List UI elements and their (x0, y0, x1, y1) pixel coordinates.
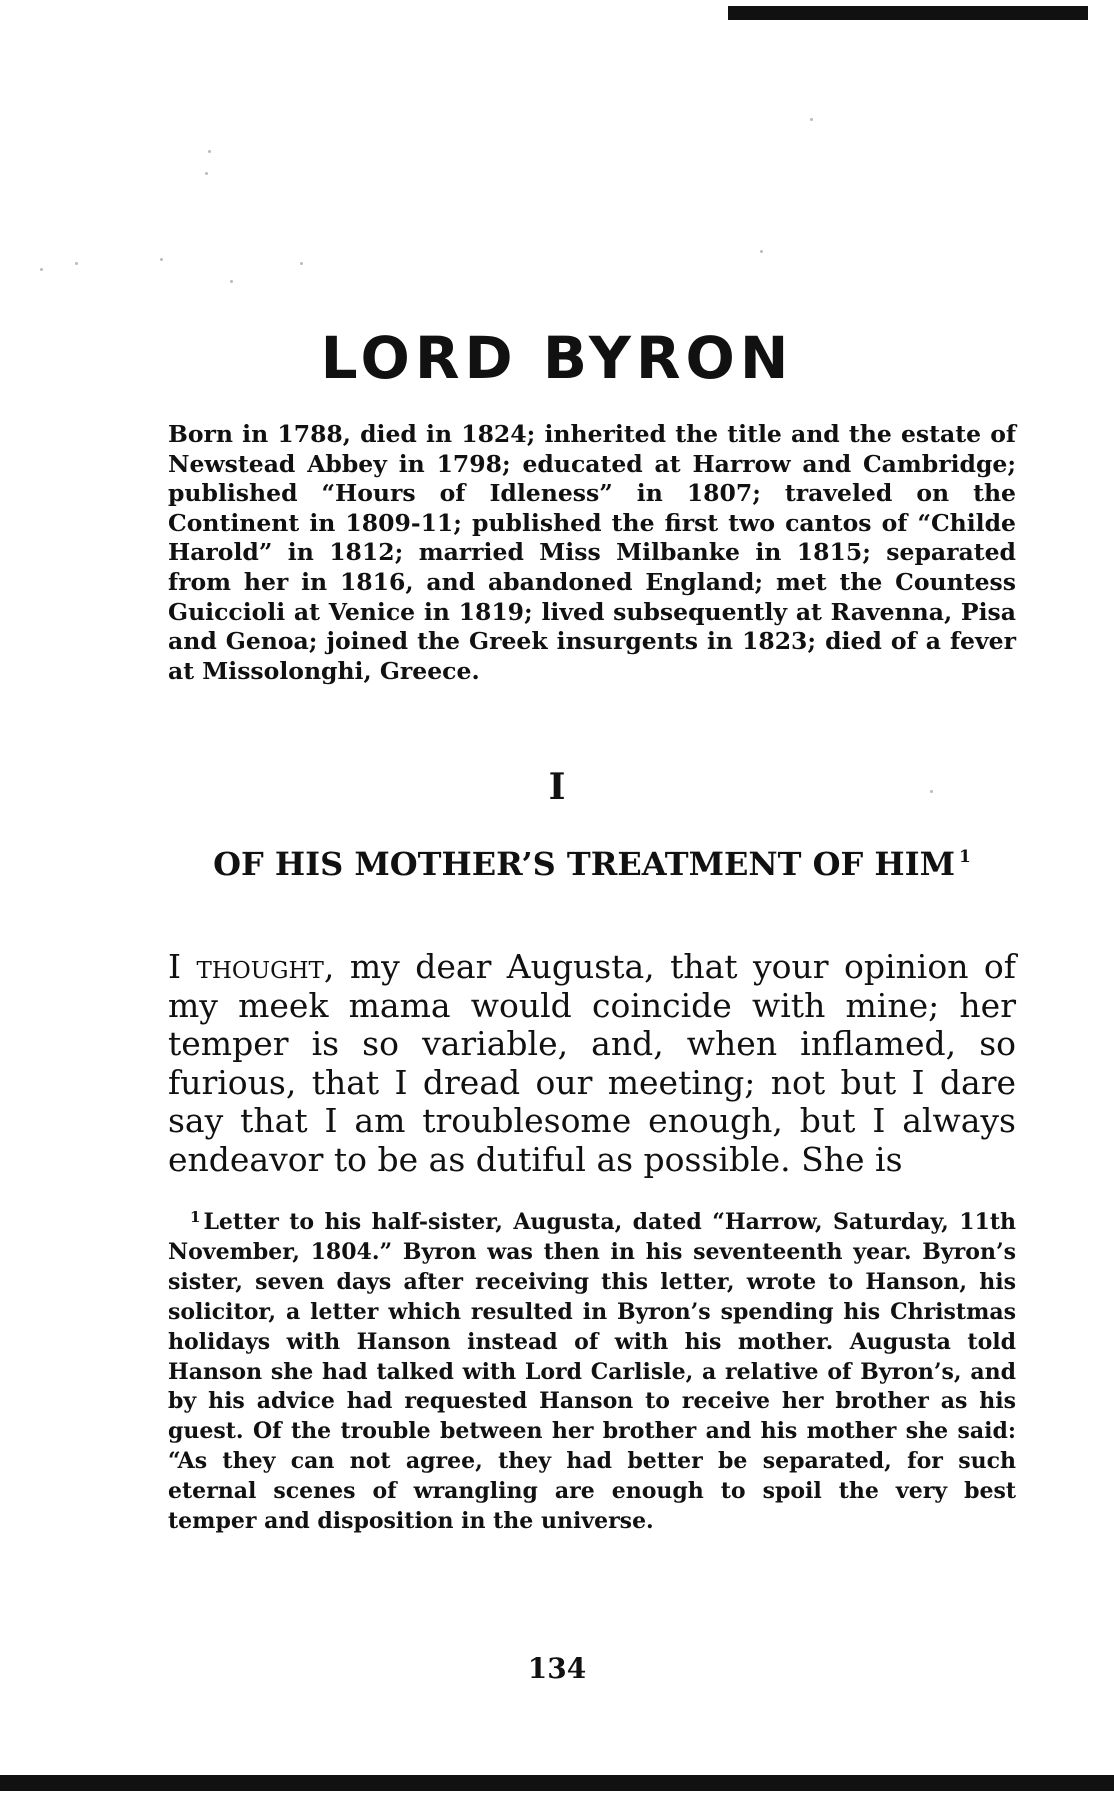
paper-speck (760, 250, 763, 253)
footnote (168, 1203, 1016, 1537)
footnote-text: Letter to his half-sister, Augusta, dated “Harrow, Saturday, 11th November, 1804.” Byron was then in his seventeenth year. Byron’s sister, seven days after receiving this letter, wrote to Hanson, his solicitor, a letter which resulted in Byron’s spending his Christmas holidays with Hanson instead of with his mother. Augusta told Hanson she had talked with Lord Carlisle, a relative of Byron’s, and by his advice had requested Hanson to receive her brother as his guest. Of the trouble between her brother and his mother she said: “As they can not agree, they had better be separated, for such eternal scenes of wrangling are enough to spoil the very best temper and disposition in the universe. (168, 1209, 1016, 1535)
opening-words: I thought, (168, 947, 335, 986)
letter-body (168, 948, 1016, 1179)
paper-speck (300, 262, 303, 265)
page-title: LORD BYRON (320, 324, 794, 392)
bottom-rule (0, 1775, 1114, 1791)
section-title-text: OF HIS MOTHER’S TREATMENT OF HIM (213, 845, 955, 883)
paper-speck (208, 150, 211, 153)
page-number: 134 (527, 1652, 587, 1685)
biography-summary: Born in 1788, died in 1824; inherited the title and the estate of Newstead Abbey in 1798; educated at Harrow and Cambridge; published “Hours of Idleness” in 1807; traveled on the Continent in 1809-11; published the first two cantos of “Childe Harold” in 1812; married Miss Milbanke in 1815; separated from her in 1816, and abandoned England; met the Countess Guiccioli at Venice in 1819; lived subsequently at Ravenna, Pisa and Genoa; joined the Greek insurgents in 1823; died of a fever at Missolonghi, Greece. (168, 420, 1016, 685)
letter-body-text: my dear Augusta, that your opinion of my meek mama would coincide with mine; her temper is so variable, and, when inflamed, so furious, that I dread our meeting; not but I dare say that I am troublesome enough, but I always endeavor to be as dutiful as possible. She is (168, 947, 1016, 1179)
paper-speck (205, 172, 208, 175)
section-title (168, 838, 1016, 884)
paper-speck (40, 268, 43, 271)
paper-speck (75, 262, 78, 265)
footnote-reference: 1 (958, 847, 971, 867)
top-rule (728, 6, 1088, 20)
paper-speck (230, 280, 233, 283)
footnote-marker: 1 (190, 1208, 201, 1226)
paper-speck (160, 258, 163, 261)
paper-speck (810, 118, 813, 121)
section-number: I (548, 766, 566, 808)
